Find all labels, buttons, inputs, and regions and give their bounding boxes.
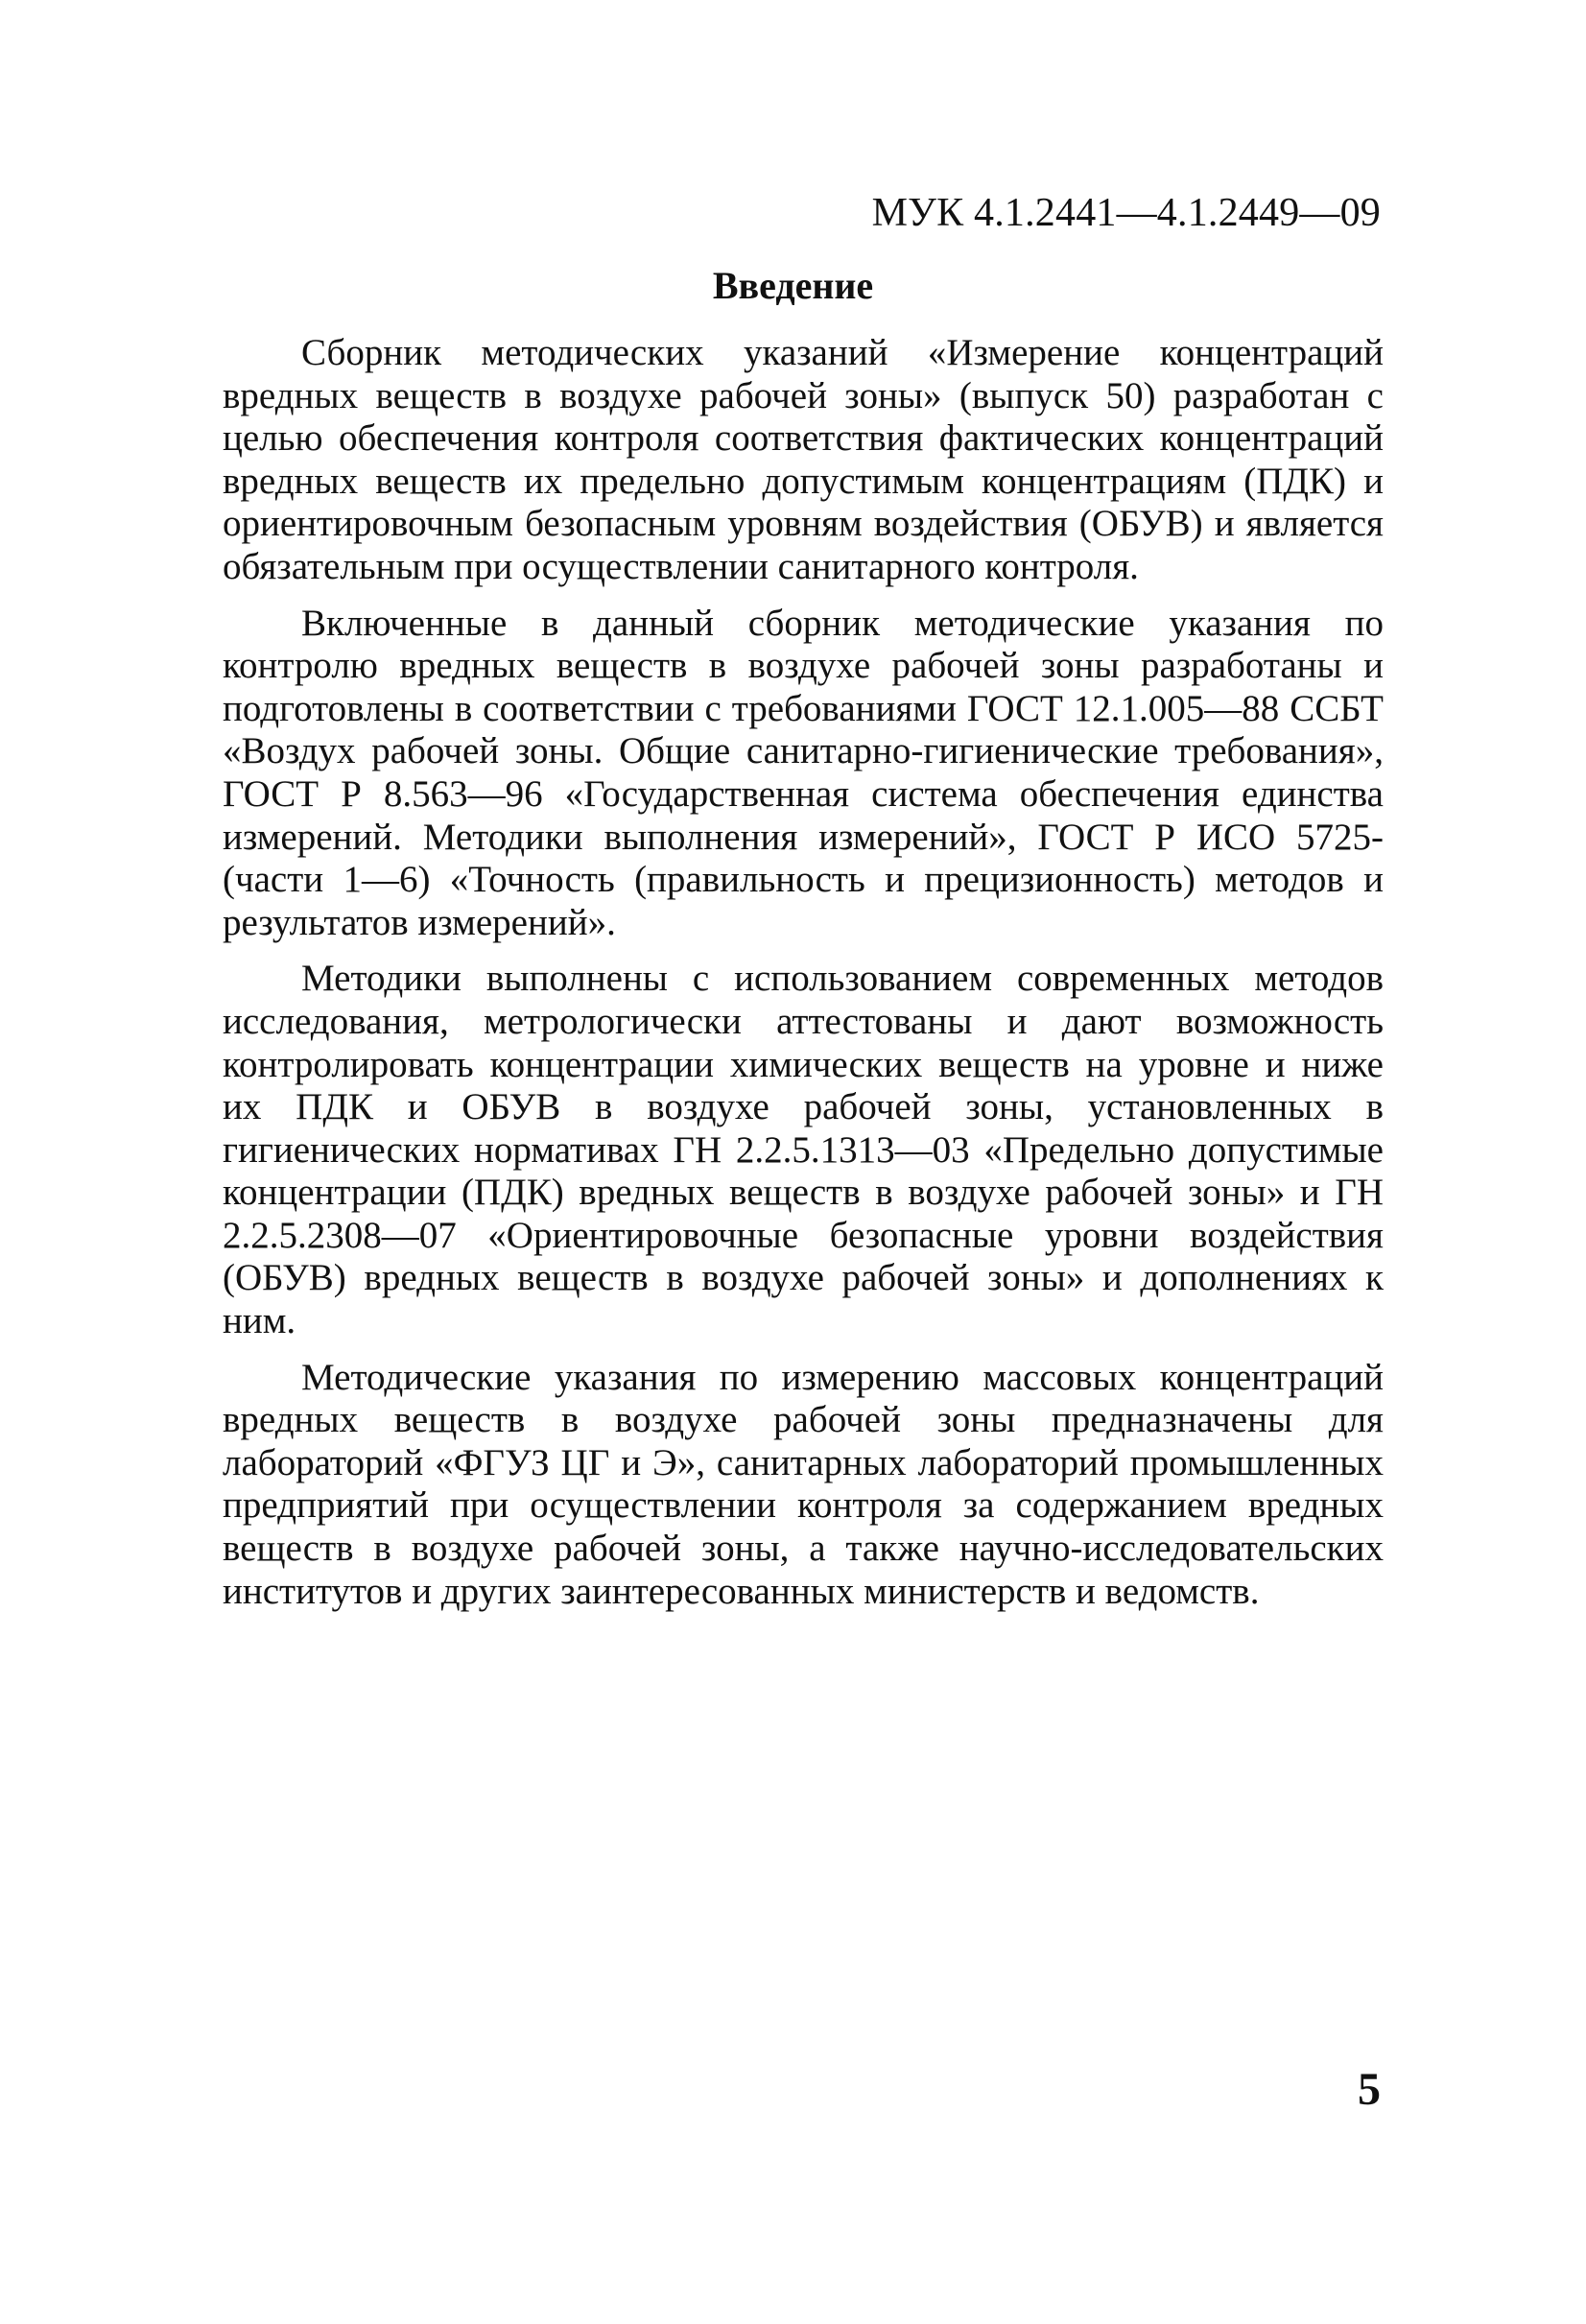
section-title: Введение (712, 264, 874, 307)
body-text (223, 332, 1384, 1626)
paragraph-4: Методические указания по измерению массовых концентраций вредных веществ в воздухе рабочей зоны предназначены для лабораторий «ФГУЗ ЦГ и Э», санитарных лабораторий промышленных предприятий при осуществлении контроля за содержанием вредных веществ в воздухе рабочей зоны, а также научно-исследовательских институтов и других заинтересованных министерств и ведомств. (223, 1356, 1384, 1612)
document-code: МУК 4.1.2441—4.1.2449—09 (871, 191, 1381, 235)
page-number: 5 (1358, 2064, 1381, 2115)
paragraph-2: Включенные в данный сборник методические указания по контролю вредных веществ в воздухе рабочей зоны разработаны и подготовлены в соответствии с требованиями ГОСТ 12.1.005—88 ССБТ «Воздух рабочей зоны. Общие санитарно-гигиенические требования», ГОСТ Р 8.563—96 «Государственная система обеспечения единства измерений. Методики выполнения измерений», ГОСТ Р ИСО 5725-(части 1—6) «Точность (правильность и прецизионность) методов и результатов измерений». (223, 602, 1384, 943)
paragraph-3: Методики выполнены с использованием современных методов исследования, метрологически аттестованы и дают возможность контролировать концентрации химических веществ на уровне и ниже их ПДК и ОБУВ в воздухе рабочей зоны, установленных в гигиенических нормативах ГН 2.2.5.1313—03 «Предельно допустимые концентрации (ПДК) вредных веществ в воздухе рабочей зоны» и ГН 2.2.5.2308—07 «Ориентировочные безопасные уровни воздействия (ОБУВ) вредных веществ в воздухе рабочей зоны» и дополнениях к ним. (223, 958, 1384, 1342)
paragraph-1: Сборник методических указаний «Измерение концентраций вредных веществ в воздухе рабочей зоны» (выпуск 50) разработан с целью обеспечения контроля соответствия фактических концентраций вредных веществ их предельно допустимым концентрациям (ПДК) и ориентировочным безопасным уровням воздействия (ОБУВ) и является обязательным при осуществлении санитарного контроля. (223, 332, 1384, 587)
